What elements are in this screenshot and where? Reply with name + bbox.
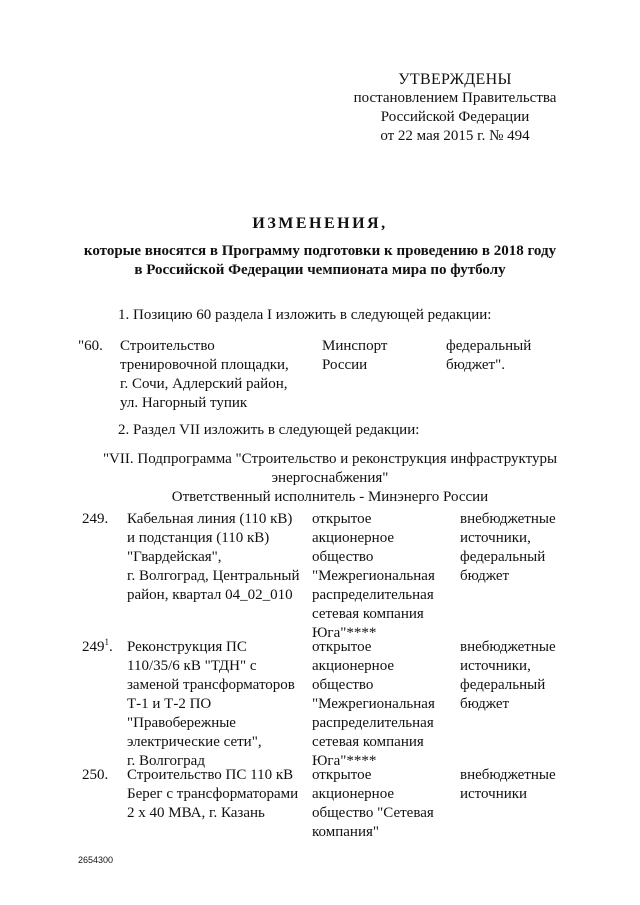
cell-line: источники,: [460, 530, 531, 546]
cell-line: и подстанция (110 кВ): [127, 530, 270, 546]
cell-line: Кабельная линия (110 кВ): [127, 511, 293, 527]
approval-line: постановлением Правительства: [353, 90, 557, 106]
cell-line: федеральный: [446, 338, 532, 354]
cell-line: Юга"****: [312, 625, 377, 641]
item-60-name: [120, 337, 289, 413]
paragraph-1: 1. Позицию 60 раздела I изложить в следующей редакции:: [118, 307, 492, 323]
cell-line: Реконструкция ПС: [127, 639, 247, 655]
row-249-executor: [312, 510, 435, 643]
item-60-executor: [322, 337, 387, 375]
section-heading: [60, 450, 600, 507]
item-number: [82, 638, 113, 657]
cell-line: район, квартал 04_02_010: [127, 587, 293, 603]
cell-line: электрические сети",: [127, 734, 262, 750]
cell-line: Строительство: [120, 338, 215, 354]
cell-line: открытое: [312, 511, 372, 527]
cell-line: акционерное: [312, 786, 395, 802]
cell-line: сетевая компания: [312, 606, 424, 622]
cell-line: г. Сочи, Адлерский район,: [120, 376, 288, 392]
section-heading-line: Ответственный исполнитель - Минэнерго России: [171, 489, 489, 505]
cell-line: акционерное: [312, 530, 395, 546]
cell-line: "Правобережные: [127, 715, 236, 731]
cell-line: источники: [460, 786, 528, 802]
cell-line: распределительная: [312, 715, 434, 731]
section-heading-line: "VII. Подпрограмма "Строительство и реконструкция инфраструктуры: [102, 451, 558, 467]
cell-line: Юга"****: [312, 753, 377, 769]
item-number: "60.: [78, 338, 103, 354]
row-249-1-name: [127, 638, 295, 771]
cell-line: бюджет".: [446, 357, 505, 373]
approval-heading: УТВЕРЖДЕНЫ: [398, 71, 512, 88]
cell-line: общество: [312, 677, 374, 693]
cell-line: г. Волгоград: [127, 753, 205, 769]
row-249-number: [82, 510, 108, 529]
cell-line: "Межрегиональная: [312, 568, 435, 584]
cell-line: Берег с трансформаторами: [127, 786, 299, 802]
cell-line: открытое: [312, 639, 372, 655]
row-249-name: [127, 510, 299, 605]
item-number-main: 249: [82, 639, 105, 655]
cell-line: внебюджетные: [460, 767, 556, 783]
cell-line: ул. Нагорный тупик: [120, 395, 248, 411]
cell-line: 2 х 40 МВА, г. Казань: [127, 805, 265, 821]
cell-line: Т-1 и Т-2 ПО: [127, 696, 212, 712]
row-249-source: [460, 510, 556, 586]
cell-line: Минспорт: [322, 338, 388, 354]
cell-line: тренировочной площадки,: [120, 357, 289, 373]
row-249-1-source: [460, 638, 556, 714]
item-60-number: [78, 337, 103, 356]
cell-line: акционерное: [312, 658, 395, 674]
paragraph-2: 2. Раздел VII изложить в следующей редакции:: [118, 422, 420, 438]
cell-line: внебюджетные: [460, 511, 556, 527]
cell-line: "Гвардейская",: [127, 549, 222, 565]
cell-line: России: [322, 357, 368, 373]
cell-line: компания": [312, 824, 379, 840]
row-250-number: [82, 766, 108, 785]
approval-stamp: [330, 70, 580, 146]
section-heading-line: энергоснабжения": [271, 470, 389, 486]
document-code: 2654300: [78, 855, 114, 865]
cell-line: источники,: [460, 658, 531, 674]
cell-line: заменой трансформаторов: [127, 677, 295, 693]
document-title: ИЗМЕНЕНИЯ,: [252, 215, 388, 232]
cell-line: г. Волгоград, Центральный: [127, 568, 300, 584]
subtitle-line: которые вносятся в Программу подготовки к проведению в 2018 году: [83, 243, 557, 259]
item-number-superscript: 1: [104, 637, 109, 647]
cell-line: сетевая компания: [312, 734, 424, 750]
cell-line: внебюджетные: [460, 639, 556, 655]
cell-line: открытое: [312, 767, 372, 783]
cell-line: распределительная: [312, 587, 434, 603]
cell-line: бюджет: [460, 696, 510, 712]
row-250-source: [460, 766, 556, 804]
row-249-1-number: [82, 638, 113, 657]
approval-line: от 22 мая 2015 г. № 494: [380, 128, 530, 144]
item-number-dot: .: [109, 639, 113, 655]
item-number: 249.: [82, 511, 109, 527]
cell-line: общество: [312, 549, 374, 565]
row-249-1-executor: [312, 638, 435, 771]
cell-line: Строительство ПС 110 кВ: [127, 767, 294, 783]
cell-line: "Межрегиональная: [312, 696, 435, 712]
row-250-name: [127, 766, 298, 823]
cell-line: федеральный: [460, 549, 546, 565]
subtitle-line: в Российской Федерации чемпионата мира по футболу: [134, 262, 506, 278]
cell-line: 110/35/6 кВ "ТДН" с: [127, 658, 257, 674]
cell-line: федеральный: [460, 677, 546, 693]
cell-line: общество "Сетевая: [312, 805, 434, 821]
item-number: 250.: [82, 767, 109, 783]
approval-line: Российской Федерации: [380, 109, 530, 125]
row-250-executor: [312, 766, 434, 842]
item-60-source: [446, 337, 531, 375]
document-subtitle: [0, 242, 640, 280]
cell-line: бюджет: [460, 568, 510, 584]
